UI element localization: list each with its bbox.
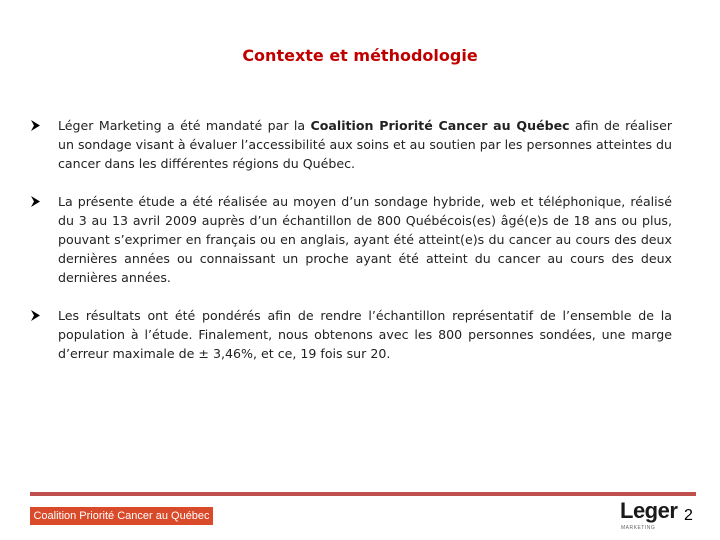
arrow-bullet-icon — [30, 196, 41, 207]
slide-title: Contexte et méthodologie — [242, 46, 478, 65]
bullet-list — [30, 116, 672, 382]
bullet-text-after: afin de réaliser un sondage visant à évaluer l’accessibilité aux soins et au soutien par les personnes atteintes du cancer dans les différentes régions du Québec. — [58, 118, 672, 171]
logo-wordmark: Leger — [620, 498, 678, 523]
bullet-text — [58, 118, 672, 171]
coalition-banner: Coalition Priorité Cancer au Québec — [30, 507, 213, 525]
arrow-bullet-icon — [30, 310, 41, 321]
bullet-item — [30, 306, 672, 363]
bullet-text: Les résultats ont été pondérés afin de rendre l’échantillon représentatif de l’ensemble de la population à l’étude. Finalement, nous obtenons avec les 800 personnes sondées, une marge d’erreur maximale de ± 3,46%, et ce, 19 fois sur 20. — [58, 308, 672, 361]
page-number: 2 — [684, 507, 693, 524]
leger-logo — [620, 497, 682, 535]
bullet-text-bold: Coalition Priorité Cancer au Québec — [310, 118, 570, 133]
bullet-text-before: Léger Marketing a été mandaté par la — [58, 118, 311, 133]
footer-divider — [30, 492, 696, 496]
bullet-item — [30, 192, 672, 287]
bullet-item — [30, 116, 672, 173]
bullet-text: La présente étude a été réalisée au moyen d’un sondage hybride, web et téléphonique, réalisé du 3 au 13 avril 2009 auprès d’un échantillon de 800 Québécois(es) âgé(e)s de 18 ans ou plus, pouvant s’exprimer en français ou en anglais, ayant été atteint(e)s du cancer au cours des deux dernières années ou connaissant un proche ayant été atteint du cancer au cours des deux dernières années. — [58, 194, 672, 285]
arrow-bullet-icon — [30, 120, 41, 131]
logo-tagline: MARKETING — [621, 525, 656, 531]
